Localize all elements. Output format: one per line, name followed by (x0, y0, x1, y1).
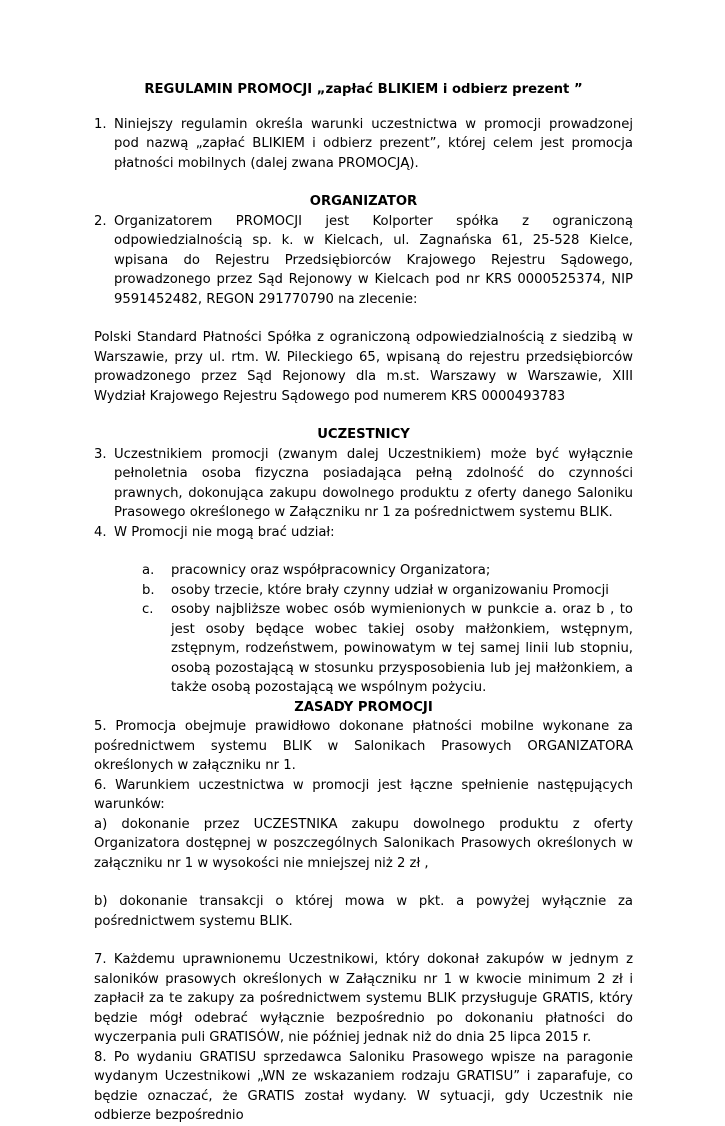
paragraph-1 (94, 115, 633, 174)
paragraph-number: 3. (94, 446, 107, 462)
paragraph-number: 2. (94, 213, 107, 229)
list-text: pracownicy oraz współpracownicy Organizatora; (171, 563, 491, 578)
list-letter: b. (142, 582, 155, 598)
paragraph-text: Organizatorem PROMOCJI jest Kolporter spółka z ograniczoną odpowiedzialnością sp. k. w Kielcach, ul. Zagnańska 61, 25-528 Kielce, wpisana do Rejestru Przedsiębiorców Krajowego Rejestru Sądowego, prowadzonego przez Sąd Rejonowy w Kielcach pod nr KRS 0000525374, NIP 9591452482, REGON 291770790 na zlecenie: (114, 213, 633, 307)
document-title: REGULAMIN PROMOCJI „zapłać BLIKIEM i odbierz prezent ” (144, 82, 583, 97)
list-item (142, 581, 633, 601)
paragraph-7: 7. Każdemu uprawnionemu Uczestnikowi, który dokonał zakupów w jednym z saloników prasowych określonych w Załączniku nr 1 w kwocie minimum 2 zł i zapłacił za te zakupy za pośrednictwem systemu BLIK przysługuje GRATIS, który będzie mógł odebrać wyłącznie bezpośrednio po dokonaniu płatności do wyczerpania puli GRATISÓW, nie później jednak niż do dnia 25 lipca 2015 r. (94, 952, 633, 1045)
paragraph-number: 1. (94, 116, 107, 132)
list-letter: a. (142, 563, 155, 578)
list-text: osoby trzecie, które brały czynny udział w organizowaniu Promocji (171, 582, 609, 598)
list-item (142, 600, 633, 698)
paragraph-5: 5. Promocja obejmuje prawidłowo dokonane płatności mobilne wykonane za pośrednictwem systemu BLIK w Salonikach Prasowych ORGANIZATORA określonych w załączniku nr 1. (94, 719, 633, 773)
list-item (142, 561, 633, 581)
paragraph-number: 4. (94, 524, 107, 540)
paragraph-3 (94, 445, 633, 523)
list-letter: c. (142, 602, 154, 617)
paragraph-8: 8. Po wydaniu GRATISU sprzedawca Saloniku Prasowego wpisze na paragonie wydanym Uczestnikowi „WN ze wskazaniem rodzaju GRATISU” i zaparafuje, co będzie oznaczać, że GRATIS został wydany. W sytuacji, gdy Uczestnik nie odbierze bezpośrednio (94, 1049, 633, 1123)
paragraph-6: 6. Warunkiem uczestnictwa w promocji jest łączne spełnienie następujących warunków: (94, 777, 633, 812)
paragraph-text: Uczestnikiem promocji (zwanym dalej Uczestnikiem) może być wyłącznie pełnoletnia osoba fizyczna posiadająca pełną zdolność do czynności prawnych, dokonująca zakupu dowolnego produktu z oferty danego Saloniku Prasowego określonego w Załączniku nr 1 za pośrednictwem systemu BLIK. (114, 446, 633, 520)
paragraph-6a: a) dokonanie przez UCZESTNIKA zakupu dowolnego produktu z oferty Organizatora dostępnej w poszczególnych Salonikach Prasowych określonych w załączniku nr 1 w wysokości nie mniejszej niż 2 zł , (94, 816, 633, 871)
paragraph-2 (94, 212, 633, 310)
paragraph-6b: b) dokonanie transakcji o której mowa w pkt. a powyżej wyłącznie za pośrednictwem systemu BLIK. (94, 894, 633, 929)
paragraph-text: Niniejszy regulamin określa warunki uczestnictwa w promocji prowadzonej pod nazwą „zapłać BLIKIEM i odbierz prezent”, której celem jest promocja płatności mobilnych (dalej zwana PROMOCJĄ). (114, 116, 633, 171)
section-heading-participants: UCZESTNICY (317, 427, 410, 442)
section-heading-organizer: ORGANIZATOR (309, 194, 418, 209)
client-paragraph: Polski Standard Płatności Spółka z ograniczoną odpowiedzialnością z siedzibą w Warszawie, przy ul. rtm. W. Pileckiego 65, wpisaną do rejestru przedsiębiorców prowadzonego przez Sąd Rejonowy dla m.st. Warszawy w Warszawie, XIII Wydział Krajowego Rejestru Sądowego pod numerem KRS 0000493783 (94, 330, 633, 404)
list-text: osoby najbliższe wobec osób wymienionych w punkcie a. oraz b , to jest osoby będące wobec takiej osoby małżonkiem, wstępnym, zstępnym, rodzeństwem, powinowatym w tej samej linii lub stopniu, osobą pozostającą w stosunku przysposobienia lub jej małżonkiem, a także osobą pozostającą we wspólnym pożyciu. (171, 602, 633, 695)
exclusions-list (142, 561, 633, 698)
paragraph-text: W Promocji nie mogą brać udział: (114, 524, 335, 540)
paragraph-4 (94, 523, 633, 543)
section-heading-rules: ZASADY PROMOCJI (294, 699, 433, 715)
